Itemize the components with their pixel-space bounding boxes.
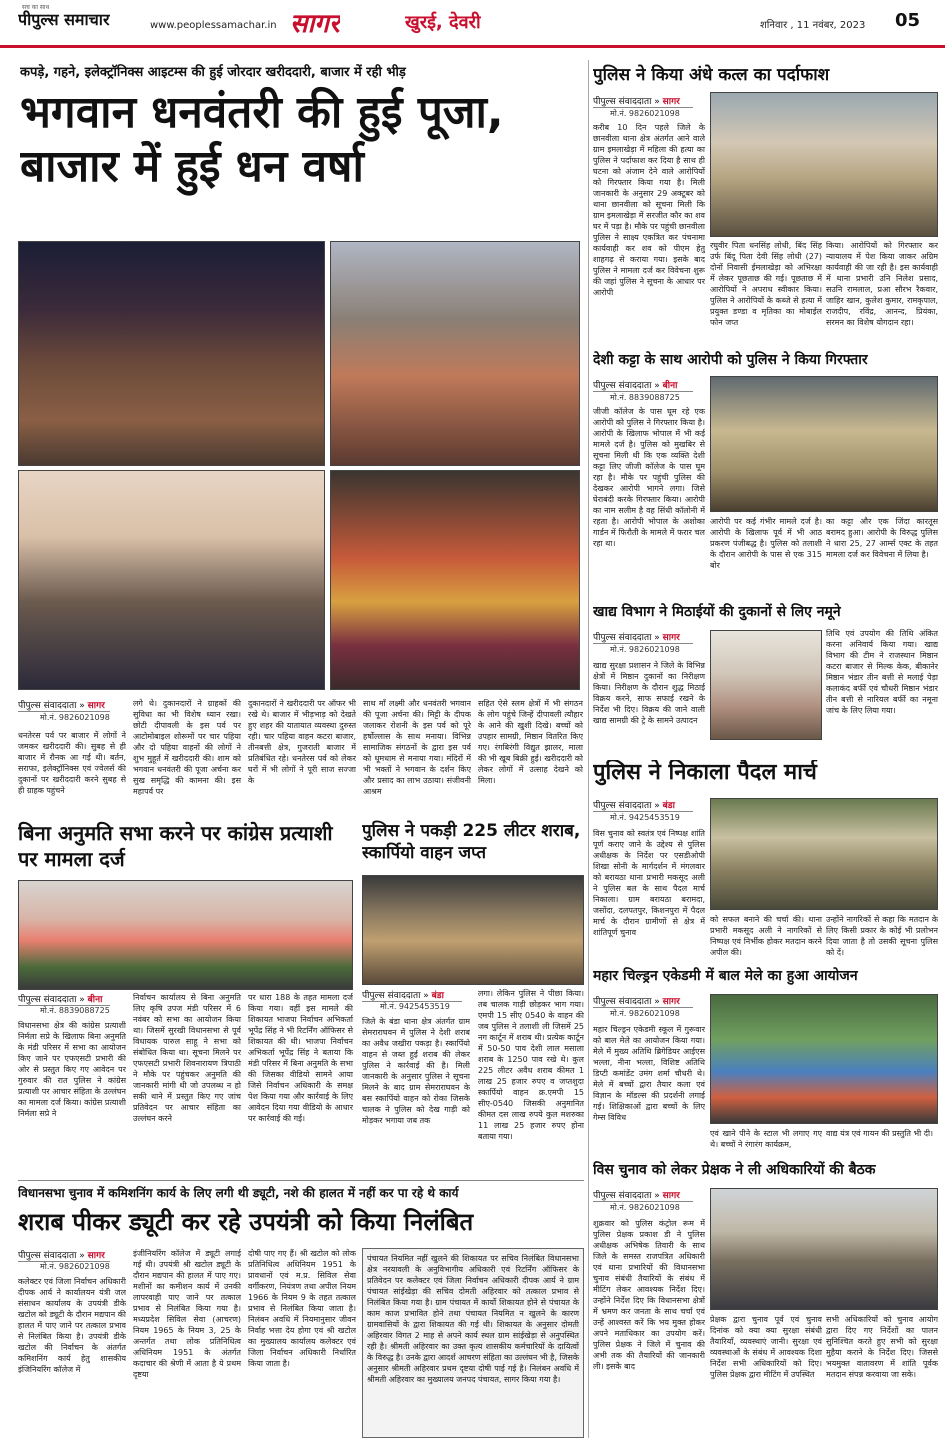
march-column-3: उन्होंने नागरिकों से कहा कि मतदान के लिए किसी प्रकार के कोई भी प्रलोभन दिया जाता है तो उसकी सूचना पुलिस को दें। (826, 915, 938, 957)
byline-name: पीपुल्स संवाददाता (593, 97, 652, 107)
byline-place: सागर (662, 97, 680, 107)
byline-name: पीपुल्स संवाददाता (593, 633, 652, 643)
byline-place: सागर (662, 1191, 680, 1201)
byline-name: पीपुल्स संवाददाता (593, 1191, 652, 1201)
katta-column-1: जीजी कॉलेज के पास घूम रहे एक आरोपी को पुलिस ने गिरफ्तार किया है। आरोपी के खिलाफ भोपाल में भी कई मामले दर्ज है। पुलिस को मुखबिर से सूचना मिली थी कि एक व्यक्ति देशी कट्टा लिए जीजी कॉलेज के पास घूम रहा है। मौके पर पहुंची पुलिस की देखकर आरोपी भागने लगा। जिसे घेराबंदी करके गिरफ्तार किया। आरोपी का नाम सलीम है वह सिंधी कॉलोनी में रहता है। आरोपी भोपाल के अशोका गार्डन में फिरौती के मामले में फरार चल रहा था। (593, 407, 705, 548)
byline-name: पीपुल्स संवाददाता (593, 801, 652, 811)
suspension-column-3: दोषी पाए गए हैं। श्री खटोल को लोक प्रतिनिधित्व अधिनियम 1951 के प्रावधानों एवं म.प्र. सिविल सेवा वर्गीकरण, नियंत्रण तथा अपील नियम 1966 के नियम 9 के तहत तत्काल प्रभाव से निलंबित किया जाता है। निलंबन अवधि में नियमानुसार जीवन निर्वाह भत्ता देय होगा एवं श्री खटोल का मुख्यालय कार्यालय कलेक्टर एवं जिला निर्वाचन अधिकारी निर्धारित किया जाता है। (248, 1249, 356, 1368)
liquor-mobile: मो.नं. 9425453519 (380, 1002, 450, 1011)
liquor-column-1: जिले के बंडा थाना क्षेत्र अंतर्गत ग्राम सेमराराघवन में पुलिस ने देशी शराब का अवैध जखीरा पकड़ा है। स्कार्पियो वाहन से जब्त हुई शराब की लेकर पुलिस ने कार्रवाई की है। मिली जानकारी के अनुसार पुलिस ने सूचना मिलने के बाद ग्राम सेमराराघवन के बस स्कार्पियो वाहन को रोका जिसके चालक ने पुलिस को देख गाड़ी को मोड़कर भगाया जब तक (362, 1017, 470, 1125)
secretary-suspension-box: पंचायत नियमित नहीं खुलने की शिकायत पर सचिव निलंबित विधानसभा क्षेत्र नरयावली के अनुविभागीय अधिकारी एवं रिटर्निंग ऑफिसर के प्रतिवेदन पर कलेक्टर एवं जिला निर्वाचन अधिकारी दीपक आर्य ने ग्राम पंचायत सांईखेड़ा की सचिव दोमती अहिरवार को तत्काल प्रभाव से निलंबित किया गया है। ग्राम पंचायत में कार्यो शिकायत होने से पंचायत के काम काज प्रभावित होने तथा पंचायत नियमित न खुलने के कारण ग्रामवासियों के द्वारा शिकायत की गई थी। शिकायत के अनुसार दोमती अहिरवार विगत 2 माह से अपने कार्य स्थल ग्राम सांईखेड़ा से अनुपस्थित रही है। श्रीमती अहिरवार का उक्त कृत्य शासकीय कर्मचारियों के दायित्वों के विरुद्ध है। उनके द्वारा आदर्श आचरण संहिता का उल्लंघन भी है, जिसके अनुसार श्रीमती अहिरवार प्रथम दृष्टया दोषी पाई गई है। निलंबन अवधि में श्रीमती अहिरवार का मुख्यालय जनपद पंचायत, सागर किया गया है। (362, 1248, 584, 1438)
byline-name: पीपुल्स संवाददाता (18, 995, 77, 1005)
byline-name: पीपुल्स संवाददाता (18, 701, 77, 711)
march-column-1: विस चुनाव को स्वतंत्र एवं निष्पक्ष शांति पूर्ण कराए जाने के उद्देश्य से पुलिस अधीक्षक के निर्देश पर एसडीओपी शिखा सोनी के मार्गदर्शन में मंगलवार को बरायठा थाना प्रभारी मकसूद अली ने पुलिस बल के साथ पैदल मार्च निकाला। ग्राम बरायठा बरामदा, जसोंदा, दलपतपुर, किशनपुरा में पैदल मार्च के दौरान ग्रामीणों से क्षेत्र में शांतिपूर्ण चुनाव (593, 829, 705, 937)
murder-accused-photo (710, 92, 938, 237)
observer-mobile: मो.नं. 9826021098 (610, 1203, 680, 1212)
lead-mobile: मो.नं. 9826021098 (40, 713, 110, 722)
section-title: सागर (290, 9, 340, 39)
food-inspection-photo (710, 630, 822, 740)
byline-place: बंडा (662, 801, 675, 811)
liquor-headline: पुलिस ने पकड़ी 225 लीटर शराब, स्कार्पियो वाहन जप्त (362, 821, 581, 863)
lead-column-1: धनतेरस पर्व पर बाजार में लोगों ने जमकर खरीददारी की। सुबह से ही बाजार में रौनक आ गई थी। बर्तन, सराफा, इलेक्ट्रॉनिक्स एवं ज्वेलर्स की दुकानों पर खरीददारी करने सुबह से ही ग्राहक पहुंचने (18, 731, 126, 795)
suspension-column-1: कलेक्टर एवं जिला निर्वाचन अधिकारी दीपक आर्य ने कार्यालयन यंत्री जल संसाधन कार्यालय के उपयंत्री डीके खटोल को ड्यूटी के दौरान मद्यपान की हालत में पाए जाने पर तत्काल प्रभाव से निलंबित किया है। उपयंत्री डीके खटोल की निर्वाचन के अंतर्गत कमिशनिंग कार्य हेतु शासकीय इंजिनियरिंग कॉलेज में (18, 1277, 126, 1374)
children-fair-photo (710, 994, 938, 1124)
website-url[interactable]: www.peoplessamachar.in (150, 20, 277, 31)
issue-date: शनिवार , 11 नवंबर, 2023 (760, 20, 866, 31)
byline-place: बीना (87, 995, 103, 1005)
market-crowd-photo (18, 241, 325, 466)
byline-name: पीपुल्स संवाददाता (18, 1251, 77, 1261)
march-column-2: को सफल बनाने की चर्चा की। थाना प्रभारी मकसूद अली ने नागरिकों से निष्पक्ष एवं निर्भीक होकर मतदान करने अपील की। (710, 915, 822, 957)
march-mobile: मो.नं. 9425453519 (610, 813, 680, 822)
byline-place: सागर (662, 633, 680, 643)
march-headline: पुलिस ने निकाला पैदल मार्च (593, 760, 817, 785)
food-column-1: खाद्य सुरक्षा प्रशासन ने जिले के विभिन्न क्षेत्रों में मिष्ठान दुकानों का निरीक्षण किया। निरीक्षण के दौरान शुद्ध मिठाई विक्रय करने, साफ सफाई रखने के निर्देश भी दिए। विक्रय की जाने वाली खाद्य सामग्री की ट्रे के सामने उत्पादन (593, 661, 705, 725)
murder-column-1: करीब 10 दिन पहले जिले के छानवीला थाना क्षेत्र अंतर्गत आने वाले ग्राम इमलाखेड़ा में महिला की हत्या का पुलिस ने पर्दाफाश कर दिया है साथ ही घटना को अंजाम देने वाले आरोपियों को गिरफ्तार किया गया है। मिली जानकारी के अनुसार 29 अक्टूबर को थाना छानवीला को सूचना मिली कि ग्राम इमलाखेड़ा में सरजीत कौर का शव घर में पड़ा है। मौके पर पहुंची छानवीला पुलिस ने साक्ष्य एकत्रित कर पंचनामा कार्यवाही कर शव को पीएम हेतु शाहगढ़ से कराया गया। इसके बाद पुलिस ने मामला दर्ज कर विवेचना शुरू की जहां पुलिस ने सूचना के आधार पर आरोपी (593, 123, 705, 297)
congress-meeting-photo (18, 880, 353, 990)
byline-place: सागर (87, 701, 105, 711)
jewellery-shop-photo (18, 470, 325, 690)
congress-column-2: निर्वाचन कार्यालय से बिना अनुमति लिए कृषि उपज मंडी परिसर में 6 नवंबर को सभा का आयोजन किया था। जिसमें सुरखी विधानसभा से पूर्व विधायक पारुल साहू ने सभा को संबोधित किया था। सूचना मिलने पर एफएसटी प्रभारी शिवनारायण त्रिपाठी ने मौके पर पहुंचकर अनुमति की जानकारी मांगी थी जो उपलब्ध न हो सकी थाने में प्रस्तुत किए गए जांच प्रतिवेदन पर आचार संहिता का उल्लंघन करने (133, 993, 241, 1123)
byline-name: पीपुल्स संवाददाता (362, 991, 421, 1001)
katta-headline: देशी कट्टा के साथ आरोपी को पुलिस ने किया गिरफ्तार (593, 352, 868, 368)
lead-byline: पीपुल्स संवाददाता » सागर (18, 698, 110, 712)
section-cities: खुरई, देवरी (405, 12, 481, 33)
murder-mobile: मो.नं. 9826021098 (610, 109, 680, 118)
congress-mobile: मो.नं. 8839088725 (40, 1006, 110, 1015)
congress-column-3: पर धारा 188 के तहत मामला दर्ज किया गया। वहीं इस मामले की शिकायत भाजपा निर्वाचन अभिकर्ता भूपेंद्र सिंह ने भी रिटर्निंग ऑफिसर से शिकायत की थी। भाजपा निर्वाचन अभिकर्ता भूपेंद्र सिंह ने बताया कि मंडी परिसर में बिना अनुमति के सभा की जिसका वीडियो सामने आया जिसे निर्वाचन अधिकारी के समक्ष पेश किया गया और कार्रवाई के लिए आवेदन दिया गया वीडियो के आधार पर कार्रवाई की गई। (248, 993, 353, 1123)
byline-place: सागर (87, 1251, 105, 1261)
observer-column-1: शुक्रवार को पुलिस कंट्रोल रूम में पुलिस प्रेक्षक प्रकाश डी ने पुलिस अधीक्षक अभिषेक तिवारी के साथ जिले के समस्त राजपत्रित अधिकारी एवं थाना प्रभारियों की विधानसभा चुनाव संबंधी तैयारियों के संबंध में मीटिंग लेकर आवश्यक निर्देश दिए। उन्होंने निर्देश दिए कि विधानसभा क्षेत्रों में भ्रमण कर जनता के साथ चर्चा एवं उन्हें आश्वस्त करें कि भय मुक्त होकर अपने मताधिकार का उपयोग करें। पुलिस प्रेक्षक ने जिले में चुनाव की अभी तक की तैयारियों की जानकारी ली। इसके बाद (593, 1219, 705, 1371)
suspension-byline: पीपुल्स संवाददाता » सागर (18, 1248, 110, 1262)
utensil-shopping-photo (330, 470, 580, 690)
section-divider (18, 1180, 584, 1181)
observer-column-3: सभी अधिकारियों को चुनाव आयोग द्वारा दिए गए निर्देशों का पालन सुनिश्चित करते हुए सभी को सुरक्षा मुहैया कराने के निर्देश दिए। जिससे भयमुक्त वातावरण में शांति पूर्वक मतदान संपन्न करवाया जा सके। (826, 1315, 938, 1379)
katta-byline: पीपुल्स संवाददाता » बीना (593, 378, 693, 392)
byline-place: बंडा (431, 991, 444, 1001)
page-number: 05 (895, 10, 921, 31)
children-fair-column-1: महार चिल्ड्रन एकेडमी स्कूल में गुरूवार को बाल मेले का आयोजन किया गया। मेले में मुख्य अतिथि ब्रिगेडियर आईएस भल्ला, नीना भल्ला, विशिष्ट अतिथि डिप्टी कमांडेंट उमंग शर्मा चौधरी थे। मेले में बच्चों द्वारा तैयार कला एवं विज्ञान के मॉडल्स की प्रदर्शनी लगाई गई। शिक्षिकाओं द्वारा बच्चों के लिए गेम्स विविध (593, 1025, 705, 1122)
observer-headline: विस चुनाव को लेकर प्रेक्षक ने ली अधिकारियों की बैठक (593, 1162, 876, 1178)
liquor-column-2: लगा। लेकिन पुलिस ने पीछा किया। तब चालक गाड़ी छोड़कर भाग गया। एमपी 15 सीए 0540 के वाहन की जब पुलिस ने तलाशी ली जिसमें 25 नग कार्टून में शराब थी। प्रत्येक कार्टून में 50-50 पाव देशी लाल मसाला शराब के 1250 पाव रखे थे। कुल 225 लीटर अवैध शराब कीमत 1 लाख 25 हजार रुपए व जप्तशुदा स्कार्पियो वाहन क्र.एमपी 15 सीए-0540 जिसकी अनुमानित कीमत दस लाख रुपये कुल मशरुका 11 लाख 25 हजार रुपए होना बताया गया। (478, 989, 584, 1141)
suspension-column-2: इंजीनियरिंग कॉलेज में ड्यूटी लगाई गई थी। उपयंत्री श्री खटोल ड्यूटी के दौरान मद्यपान की हालत में पाए गए। मशीनों का कमीशन कार्य में उनकी लापरवाही पाए जाने पर तत्काल प्रभाव से निलंबित किया गया है। मध्यप्रदेश सिविल सेवा (आचरण) नियम 1965 के नियम 3, 25 के अन्तर्गत तथा लोक प्रतिनिधित्व अधिनियम 1951 के अंतर्गत कदाचार की श्रेणी में आता है ये प्रथम दृष्टया (133, 1249, 241, 1379)
liquor-byline: पीपुल्स संवाददाता » बंडा (362, 988, 462, 1002)
column-divider (588, 60, 589, 1438)
observer-column-2: प्रेक्षक द्वारा चुनाव पूर्व एवं चुनाव दिनांक को क्या क्या सुरक्षा संबंधी तैयारियाँ, व्यवस्थाएं जानी। सुरक्षा एवं व्यवस्थाओं के संबंध में आवश्यक दिशा निर्देश सभी अधिकारियों को दिए। पुलिस प्रेक्षक द्वारा मीटिंग में उपस्थित (710, 1315, 822, 1379)
byline-name: पीपुल्स संवाददाता (593, 381, 652, 391)
children-fair-byline: पीपुल्स संवाददाता » सागर (593, 994, 693, 1008)
lead-headline: भगवान धनवंतरी की हुई पूजा, बाजार में हुई धन वर्षा (20, 87, 504, 192)
food-byline: पीपुल्स संवाददाता » सागर (593, 630, 693, 644)
market-stalls-photo (330, 241, 580, 466)
children-fair-mobile: मो.नं. 9826021098 (610, 1009, 680, 1018)
katta-column-2: आरोपी पर कई गंभीर मामले दर्ज है। आरोपी के खिलाफ पूर्व में भी आठ प्रकरण पंजीबद्ध है। पुलिस को तलाशी के दौरान आरोपी के पास से एक 315 बोर (710, 517, 822, 570)
congress-column-1: विधानसभा क्षेत्र की कांग्रेस प्रत्याशी निर्मला सप्रे के खिलाफ बिना अनुमति के मंडी परिसर में सभा का आयोजन किए जाने पर एफएसटी प्रभारी की ओर से प्रस्तुत किए गए आवेदन पर गुरुवार की रात पुलिस ने कांग्रेस प्रत्याशी पर आचार संहिता के उल्लंघन का मामला दर्ज किया। कांग्रेस प्रत्याशी निर्मला सप्रे ने (18, 1021, 126, 1118)
food-column-2: तिथि एवं उपयोग की तिथि अंकित करना अनिवार्य किया गया। खाद्य विभाग की टीम ने राजस्थान मिष्ठान कटरा बाजार से मिल्क केक, बीकानेर मिष्ठान भंडार तीन बत्ती से मलाई पेड़ा कलाकंद बर्फी एवं चौधरी मिष्ठान भंडार तीन बत्ती से नारियल बर्फी का नमूना जांच के लिए लिया गया। (826, 629, 938, 715)
murder-headline: पुलिस ने किया अंधे कत्ल का पर्दाफाश (593, 65, 830, 85)
lead-kicker: कपड़े, गहने, इलेक्ट्रॉनिक्स आइटम्स की हुई जोरदार खरीददारी, बाजार में रही भीड़ (20, 65, 406, 80)
congress-byline: पीपुल्स संवाददाता » बीना (18, 992, 110, 1006)
lead-column-2: लगे थे। दुकानदारों ने ग्राहकों की सुविधा का भी विशेष ध्यान रखा। छोटी दीपावली के इस पर्व पर आटोमोबाइल शोरूमों पर चार पहिया और दो पहिया वाहनों की लोगों ने शुभ मुहूर्त में खरीददारी की। शाम को भगवान धनवंतरी की पूजा अर्चना कर सुख समृद्धि की कामना की। इस महापर्व पर (133, 699, 241, 796)
murder-byline: पीपुल्स संवाददाता » सागर (593, 94, 693, 108)
food-headline: खाद्य विभाग ने मिठाईयों की दुकानों से लिए नमूने (593, 604, 841, 620)
katta-accused-photo (710, 376, 938, 512)
suspension-headline: शराब पीकर ड्यूटी कर रहे उपयंत्री को किया निलंबित (18, 1208, 474, 1236)
murder-column-2: रघुवीर पिता धनसिंह लोधी, बिंद सिंह उर्फ बिंदू पिता देवी सिंह लोधी (27) दोनों निवासी ईमलाखेड़ा को अभिरक्षा में लेकर पूछताछ की गई। पूछताछ में आरोपियों ने अपराध स्वीकार किया। पुलिस ने आरोपियों के कब्जे से हत्या में प्रयुक्त डण्डा व मृतिका का मोबाईल फोन जप्त (710, 241, 822, 327)
suspension-mobile: मो.नं. 9826021098 (40, 1262, 110, 1271)
murder-column-3: किया। आरोपियों को गिरफ्तार कर न्यायालय में पेश किया जाकर अग्रिम कार्यवाही की जा रही है। इस कार्यवाही में थाना प्रभारी उनि निलेश प्रसाद, सउनि रामलाल, प्रआ सौरभ रैकवार, जाहिर खान, कुलेश कुमार, रामकृपाल, राजदीप, रविंद्र, आनन्द, प्रियंका, सरमन का विशेष योगदान रहा। (826, 241, 938, 327)
katta-mobile: मो.नं. 8839088725 (610, 393, 680, 402)
masthead (0, 0, 945, 48)
seized-liquor-photo (362, 875, 584, 985)
march-byline: पीपुल्स संवाददाता » बंडा (593, 798, 693, 812)
police-march-photo (710, 798, 938, 910)
children-fair-column-2: एवं खाने पीने के स्टाल भी लगाए गए थे। बच्चों ने रंगारंग कार्यक्रम, (710, 1129, 822, 1149)
lead-column-5: सहित ऐसे स्लम क्षेत्रों में भी संगठन के लोग पहुंचे जिन्हें दीपावली त्यौहार के आने की खुशी दिखे। बच्चों को उपहार सामग्री, मिष्ठान वितरित किए गए। रंगबिरंगी विद्युत झालर, माला की भी खूब बिक्री हुई। खरीददारी को लेकर लोगों में उत्साह देखने को मिला। (478, 699, 583, 785)
katta-column-3: का कट्टा और एक जिंदा कारतूस बरामद हुआ। आरोपी के विरुद्ध पुलिस ने धारा 25, 27 आर्म्स एक्ट के तहत मामला दर्ज कर विवेचना में लिया है। (826, 517, 938, 559)
observer-meeting-photo (710, 1188, 938, 1310)
children-fair-headline: महार चिल्ड्रन एकेडमी में बाल मेले का हुआ आयोजन (593, 968, 858, 984)
lead-column-4: साथ माँ लक्ष्मी और धनवंतरी भगवान की पूजा अर्चना की। मिट्टी के दीपक जलाकर रोशनी के इस पर्व को पूरे हर्षोल्लास के साथ मनाया। विभिन्न सामाजिक संगठनों के द्वारा इस पर्व को धूमधाम से मनाया गया। मंदिरों में भी भक्तों ने भगवान के दर्शन किए और प्रसाद का लाभ उठाया। संजीवनी आश्रम (363, 699, 471, 796)
children-fair-column-3: वाद्य यंत्र एवं गायन की प्रस्तुति भी दी। (826, 1129, 934, 1138)
suspension-kicker: विधानसभा चुनाव में कमिशनिंग कार्य के लिए लगी थी ड्यूटी, नशे की हालत में नहीं कर पा रहे थे कार्य (18, 1186, 459, 1200)
byline-place: सागर (662, 997, 680, 1007)
observer-byline: पीपुल्स संवाददाता » सागर (593, 1188, 693, 1202)
masthead-tagline: सच का साथ (22, 4, 50, 11)
byline-place: बीना (662, 381, 678, 391)
lead-column-3: दुकानदारों ने खरीददारी पर ऑफर भी रखे थे। बाजार में भीड़भाड़ को देखते हुए शहर की यातायात व्यवस्था दुरुस्त रही। चार पहिया वाहन कटरा बाजार, तीनबत्ती क्षेत्र, गुजराती बाजार में प्रतिबंधित रहे। धनतेरस पर्व को लेकर घरों में भी लोगों ने पूरी साज सज्जा के (248, 699, 356, 785)
congress-headline: बिना अनुमति सभा करने पर कांग्रेस प्रत्याशी पर मामला दर्ज (18, 821, 333, 871)
food-mobile: मो.नं. 9826021098 (610, 645, 680, 654)
newspaper-logo: पीपुल्स समाचार (18, 10, 110, 29)
byline-name: पीपुल्स संवाददाता (593, 997, 652, 1007)
